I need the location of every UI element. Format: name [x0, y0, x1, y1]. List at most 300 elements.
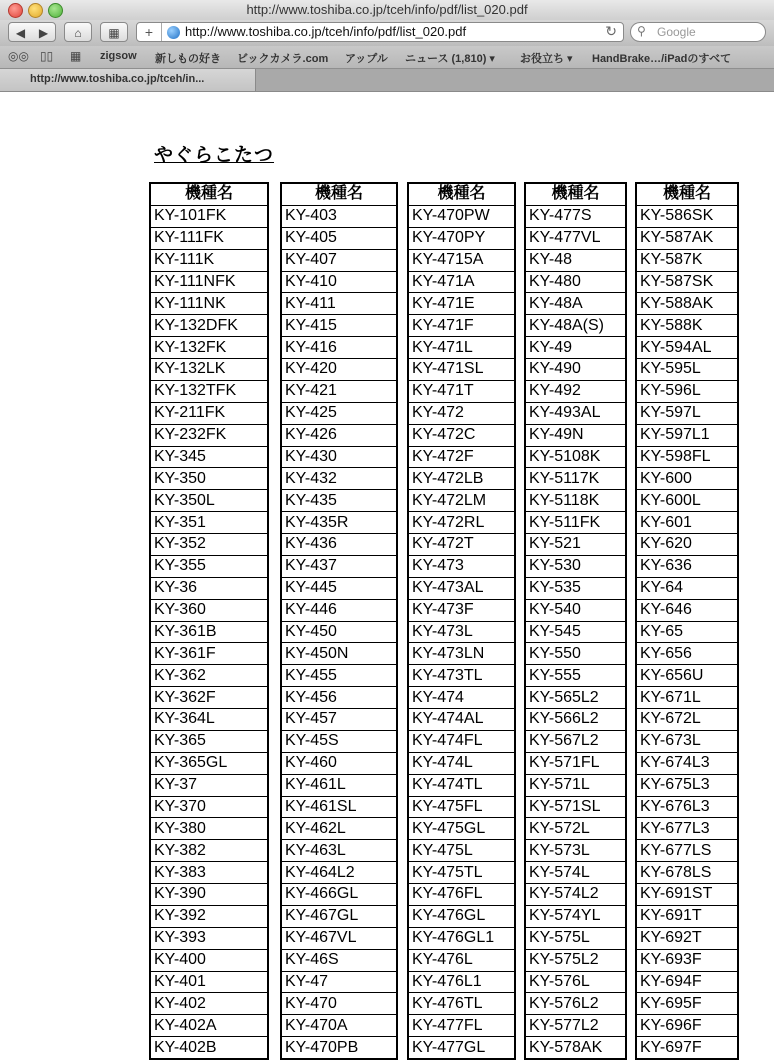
page-heading: やぐらこたつ — [154, 145, 275, 166]
table-row — [637, 293, 737, 315]
model-name-cell: KY-477S — [526, 205, 625, 227]
model-name-cell: KY-361F — [151, 643, 267, 665]
table-row — [282, 424, 396, 446]
model-name-cell: KY-576L — [526, 971, 625, 993]
table-row — [409, 621, 514, 643]
table-row — [526, 534, 625, 556]
model-column-1 — [149, 182, 269, 1060]
model-name-cell: KY-678LS — [637, 862, 737, 884]
model-name-cell: KY-600 — [637, 468, 737, 490]
model-name-cell: KY-361B — [151, 621, 267, 643]
table-row — [526, 993, 625, 1015]
model-name-cell: KY-493AL — [526, 402, 625, 424]
table-row — [151, 665, 267, 687]
search-field[interactable] — [630, 22, 766, 42]
table-row — [409, 555, 514, 577]
model-name-cell: KY-646 — [637, 599, 737, 621]
table-row — [151, 293, 267, 315]
model-name-cell: KY-111NK — [151, 293, 267, 315]
model-name-cell: KY-466GL — [282, 884, 396, 906]
model-name-cell: KY-677LS — [637, 840, 737, 862]
table-row — [282, 1037, 396, 1058]
table-row — [151, 490, 267, 512]
model-name-cell: KY-111FK — [151, 227, 267, 249]
model-name-cell: KY-587SK — [637, 271, 737, 293]
table-row — [151, 840, 267, 862]
model-name-cell: KY-472LM — [409, 490, 514, 512]
table-row — [526, 905, 625, 927]
table-row — [282, 796, 396, 818]
model-name-cell: KY-435R — [282, 512, 396, 534]
table-row — [637, 424, 737, 446]
model-name-cell: KY-65 — [637, 621, 737, 643]
model-name-cell: KY-416 — [282, 337, 396, 359]
table-row — [526, 796, 625, 818]
table-row — [282, 621, 396, 643]
bookmark-handbrake-ipad[interactable]: HandBrake…/iPadのすべて — [592, 53, 732, 65]
back-button[interactable]: ◀ — [15, 26, 26, 40]
model-name-cell: KY-636 — [637, 555, 737, 577]
model-name-cell: KY-575L — [526, 927, 625, 949]
table-row — [637, 774, 737, 796]
model-name-cell: KY-471A — [409, 271, 514, 293]
table-row — [637, 315, 737, 337]
window-titlebar — [0, 0, 774, 21]
table-row — [282, 665, 396, 687]
model-name-cell: KY-588K — [637, 315, 737, 337]
table-row — [637, 709, 737, 731]
table-row — [526, 599, 625, 621]
table-row — [637, 971, 737, 993]
tab-current[interactable] — [0, 69, 256, 91]
tab-label: http://www.toshiba.co.jp/tceh/in... — [30, 73, 205, 85]
bookmark-news-menu[interactable]: ニュース (1,810) ▾ — [405, 53, 495, 65]
model-column-5 — [635, 182, 739, 1060]
add-bookmark-button[interactable]: + — [137, 23, 162, 41]
table-row — [526, 271, 625, 293]
table-row — [526, 512, 625, 534]
model-name-cell: KY-477FL — [409, 1015, 514, 1037]
model-name-cell: KY-677L3 — [637, 818, 737, 840]
reading-list-icon[interactable]: ◎◎ — [8, 49, 29, 63]
table-row — [282, 468, 396, 490]
search-placeholder: Google — [657, 25, 696, 39]
model-name-cell: KY-393 — [151, 927, 267, 949]
model-name-cell: KY-620 — [637, 534, 737, 556]
model-name-cell: KY-362F — [151, 687, 267, 709]
table-row — [526, 337, 625, 359]
model-name-cell: KY-48 — [526, 249, 625, 271]
model-name-cell: KY-587AK — [637, 227, 737, 249]
table-row — [637, 534, 737, 556]
model-name-cell: KY-432 — [282, 468, 396, 490]
model-name-cell: KY-521 — [526, 534, 625, 556]
model-name-cell: KY-671L — [637, 687, 737, 709]
model-name-cell: KY-364L — [151, 709, 267, 731]
model-name-cell: KY-656U — [637, 665, 737, 687]
table-row — [637, 862, 737, 884]
model-name-cell: KY-470A — [282, 1015, 396, 1037]
search-icon: ⚲ — [637, 24, 646, 38]
model-name-cell: KY-472 — [409, 402, 514, 424]
model-name-cell: KY-355 — [151, 555, 267, 577]
table-row — [282, 687, 396, 709]
model-name-cell: KY-461SL — [282, 796, 396, 818]
model-name-cell: KY-436 — [282, 534, 396, 556]
column-header: 機種名 — [437, 185, 486, 203]
table-row — [282, 205, 396, 227]
table-row — [409, 446, 514, 468]
model-name-cell: KY-464L2 — [282, 862, 396, 884]
table-row — [151, 818, 267, 840]
model-name-cell: KY-365GL — [151, 752, 267, 774]
table-row — [409, 1015, 514, 1037]
model-name-cell: KY-474TL — [409, 774, 514, 796]
column-header: 機種名 — [662, 185, 711, 203]
model-name-cell: KY-600L — [637, 490, 737, 512]
table-row — [409, 380, 514, 402]
table-row — [526, 862, 625, 884]
model-name-cell: KY-696F — [637, 1015, 737, 1037]
table-row — [151, 1015, 267, 1037]
table-row — [637, 227, 737, 249]
table-row — [151, 205, 267, 227]
forward-button[interactable]: ▶ — [38, 26, 49, 40]
table-row — [409, 796, 514, 818]
table-row — [151, 555, 267, 577]
model-name-cell: KY-467GL — [282, 905, 396, 927]
bookmarks-book-icon[interactable]: ▯▯ — [40, 49, 54, 63]
model-name-cell: KY-473 — [409, 555, 514, 577]
table-row — [409, 293, 514, 315]
table-row — [282, 862, 396, 884]
table-row — [282, 249, 396, 271]
model-name-cell: KY-574L — [526, 862, 625, 884]
model-name-cell: KY-425 — [282, 402, 396, 424]
table-row — [637, 949, 737, 971]
model-name-cell: KY-472LB — [409, 468, 514, 490]
window-title: http://www.toshiba.co.jp/tceh/info/pdf/list_020.pdf — [246, 2, 528, 17]
model-name-cell: KY-382 — [151, 840, 267, 862]
table-row — [409, 665, 514, 687]
table-row — [409, 577, 514, 599]
bookmark-apple[interactable]: アップル — [345, 53, 388, 65]
model-name-cell: KY-463L — [282, 840, 396, 862]
model-name-cell: KY-473AL — [409, 577, 514, 599]
model-name-cell: KY-132TFK — [151, 380, 267, 402]
model-name-cell: KY-695F — [637, 993, 737, 1015]
model-name-cell: KY-37 — [151, 774, 267, 796]
model-name-cell: KY-571L — [526, 774, 625, 796]
grid-icon: ▦ — [108, 26, 120, 40]
model-name-cell: KY-48A — [526, 293, 625, 315]
model-name-cell: KY-45S — [282, 730, 396, 752]
model-name-cell: KY-132DFK — [151, 315, 267, 337]
table-row — [151, 971, 267, 993]
model-name-cell: KY-410 — [282, 271, 396, 293]
table-row — [409, 971, 514, 993]
model-name-cell: KY-132LK — [151, 359, 267, 381]
model-name-cell: KY-415 — [282, 315, 396, 337]
table-row — [409, 884, 514, 906]
model-name-cell: KY-656 — [637, 643, 737, 665]
top-sites-grid-icon[interactable]: ▦ — [70, 49, 82, 63]
table-row — [409, 315, 514, 337]
model-name-cell: KY-586SK — [637, 205, 737, 227]
model-name-cell: KY-46S — [282, 949, 396, 971]
model-name-cell: KY-472F — [409, 446, 514, 468]
table-row — [637, 205, 737, 227]
model-name-cell: KY-571FL — [526, 752, 625, 774]
model-name-cell: KY-450N — [282, 643, 396, 665]
table-row — [282, 555, 396, 577]
table-row — [526, 730, 625, 752]
model-name-cell: KY-470 — [282, 993, 396, 1015]
bookmark-atarashimono[interactable]: 新しもの好き — [155, 53, 221, 65]
model-column-3 — [407, 182, 516, 1060]
address-bar[interactable] — [136, 22, 624, 42]
globe-icon — [167, 26, 180, 39]
table-row — [409, 1037, 514, 1058]
model-name-cell: KY-467VL — [282, 927, 396, 949]
model-name-cell: KY-574L2 — [526, 884, 625, 906]
model-name-cell: KY-691T — [637, 905, 737, 927]
table-row — [637, 905, 737, 927]
table-row — [637, 468, 737, 490]
model-name-cell: KY-350L — [151, 490, 267, 512]
model-name-cell: KY-476FL — [409, 884, 514, 906]
model-name-cell: KY-471E — [409, 293, 514, 315]
table-row — [637, 687, 737, 709]
back-forward-group — [8, 22, 56, 42]
model-name-cell: KY-36 — [151, 577, 267, 599]
model-name-cell: KY-480 — [526, 271, 625, 293]
model-name-cell: KY-473TL — [409, 665, 514, 687]
model-name-cell: KY-598FL — [637, 446, 737, 468]
table-row — [637, 818, 737, 840]
table-row — [526, 687, 625, 709]
table-row — [151, 424, 267, 446]
table-row — [282, 402, 396, 424]
model-name-cell: KY-64 — [637, 577, 737, 599]
table-row — [637, 512, 737, 534]
model-name-cell: KY-471F — [409, 315, 514, 337]
table-row — [409, 818, 514, 840]
model-name-cell: KY-407 — [282, 249, 396, 271]
table-row — [151, 752, 267, 774]
model-name-cell: KY-345 — [151, 446, 267, 468]
table-row — [637, 1015, 737, 1037]
table-row — [637, 643, 737, 665]
table-row — [282, 774, 396, 796]
model-name-cell: KY-530 — [526, 555, 625, 577]
table-row — [151, 687, 267, 709]
model-name-cell: KY-460 — [282, 752, 396, 774]
table-row — [637, 490, 737, 512]
table-row — [526, 359, 625, 381]
table-row — [637, 446, 737, 468]
model-name-cell: KY-674L3 — [637, 752, 737, 774]
table-row — [526, 555, 625, 577]
model-name-cell: KY-430 — [282, 446, 396, 468]
table-row — [409, 993, 514, 1015]
model-name-cell: KY-492 — [526, 380, 625, 402]
table-row — [282, 884, 396, 906]
model-name-cell: KY-476GL1 — [409, 927, 514, 949]
model-name-cell: KY-587K — [637, 249, 737, 271]
address-url[interactable]: http://www.toshiba.co.jp/tceh/info/pdf/list_020.pdf — [185, 24, 467, 39]
table-row — [526, 205, 625, 227]
table-row — [409, 512, 514, 534]
table-row — [282, 730, 396, 752]
model-name-cell: KY-48A(S) — [526, 315, 625, 337]
table-row — [151, 359, 267, 381]
browser-toolbar — [0, 20, 774, 46]
table-row — [282, 818, 396, 840]
model-name-cell: KY-471L — [409, 337, 514, 359]
table-row — [409, 709, 514, 731]
table-row — [637, 271, 737, 293]
model-name-cell: KY-588AK — [637, 293, 737, 315]
table-row — [637, 730, 737, 752]
model-name-cell: KY-576L2 — [526, 993, 625, 1015]
model-name-cell: KY-446 — [282, 599, 396, 621]
model-name-cell: KY-461L — [282, 774, 396, 796]
table-row — [637, 337, 737, 359]
table-row — [151, 577, 267, 599]
table-row — [409, 402, 514, 424]
model-name-cell: KY-5117K — [526, 468, 625, 490]
table-row — [282, 1015, 396, 1037]
home-icon: ⌂ — [74, 26, 82, 40]
top-sites-button[interactable] — [100, 22, 128, 42]
model-column-4 — [524, 182, 627, 1060]
model-name-cell: KY-573L — [526, 840, 625, 862]
table-row — [151, 315, 267, 337]
table-row — [526, 971, 625, 993]
table-row — [526, 490, 625, 512]
model-name-cell: KY-473LN — [409, 643, 514, 665]
table-row — [151, 949, 267, 971]
table-row — [409, 949, 514, 971]
model-name-cell: KY-49N — [526, 424, 625, 446]
model-name-cell: KY-4715A — [409, 249, 514, 271]
model-name-cell: KY-691ST — [637, 884, 737, 906]
column-header: 機種名 — [314, 185, 363, 203]
table-row — [409, 205, 514, 227]
table-row — [282, 905, 396, 927]
table-row — [282, 949, 396, 971]
model-name-cell: KY-132FK — [151, 337, 267, 359]
model-name-cell: KY-111NFK — [151, 271, 267, 293]
model-name-cell: KY-471T — [409, 380, 514, 402]
model-name-cell: KY-475L — [409, 840, 514, 862]
table-row — [151, 534, 267, 556]
model-name-cell: KY-402B — [151, 1037, 267, 1058]
bookmark-biccamera[interactable]: ビックカメラ.com — [237, 53, 329, 65]
table-row — [151, 249, 267, 271]
model-name-cell: KY-601 — [637, 512, 737, 534]
bookmark-useful-menu[interactable]: お役立ち ▾ — [520, 53, 573, 65]
model-name-cell: KY-383 — [151, 862, 267, 884]
table-row — [151, 380, 267, 402]
table-row — [409, 774, 514, 796]
model-name-cell: KY-457 — [282, 709, 396, 731]
table-row — [409, 687, 514, 709]
bookmark-zigsow[interactable]: zigsow — [100, 50, 137, 62]
model-name-cell: KY-474AL — [409, 709, 514, 731]
table-row — [526, 927, 625, 949]
table-row — [282, 971, 396, 993]
table-row — [526, 249, 625, 271]
table-row — [282, 840, 396, 862]
table-row — [282, 534, 396, 556]
model-name-cell: KY-540 — [526, 599, 625, 621]
table-row — [409, 730, 514, 752]
model-name-cell: KY-5108K — [526, 446, 625, 468]
model-name-cell: KY-360 — [151, 599, 267, 621]
table-row — [282, 293, 396, 315]
table-row — [637, 927, 737, 949]
model-name-cell: KY-550 — [526, 643, 625, 665]
model-name-cell: KY-555 — [526, 665, 625, 687]
table-row — [151, 730, 267, 752]
table-row — [526, 402, 625, 424]
table-row — [409, 424, 514, 446]
model-name-cell: KY-673L — [637, 730, 737, 752]
table-row — [151, 621, 267, 643]
model-name-cell: KY-445 — [282, 577, 396, 599]
table-row — [526, 315, 625, 337]
table-row — [151, 599, 267, 621]
model-name-cell: KY-693F — [637, 949, 737, 971]
model-name-cell: KY-596L — [637, 380, 737, 402]
table-row — [526, 468, 625, 490]
model-name-cell: KY-473F — [409, 599, 514, 621]
table-row — [637, 359, 737, 381]
table-row — [637, 402, 737, 424]
table-row — [526, 293, 625, 315]
reload-icon[interactable]: ↻ — [605, 23, 617, 39]
table-row — [526, 1037, 625, 1058]
table-row — [151, 271, 267, 293]
table-row — [526, 227, 625, 249]
model-name-cell: KY-475TL — [409, 862, 514, 884]
model-name-cell: KY-477GL — [409, 1037, 514, 1058]
model-name-cell: KY-426 — [282, 424, 396, 446]
table-row — [409, 468, 514, 490]
model-name-cell: KY-595L — [637, 359, 737, 381]
model-name-cell: KY-475FL — [409, 796, 514, 818]
home-button[interactable] — [64, 22, 92, 42]
model-name-cell: KY-470PW — [409, 205, 514, 227]
table-row — [526, 621, 625, 643]
table-row — [151, 993, 267, 1015]
model-name-cell: KY-5118K — [526, 490, 625, 512]
model-name-cell: KY-474FL — [409, 730, 514, 752]
model-name-cell: KY-402 — [151, 993, 267, 1015]
model-name-cell: KY-456 — [282, 687, 396, 709]
table-row — [409, 905, 514, 927]
table-row — [282, 512, 396, 534]
table-row — [282, 227, 396, 249]
model-name-cell: KY-471SL — [409, 359, 514, 381]
model-name-cell: KY-476GL — [409, 905, 514, 927]
table-row — [526, 577, 625, 599]
model-name-cell: KY-462L — [282, 818, 396, 840]
table-row — [282, 446, 396, 468]
model-name-cell: KY-400 — [151, 949, 267, 971]
